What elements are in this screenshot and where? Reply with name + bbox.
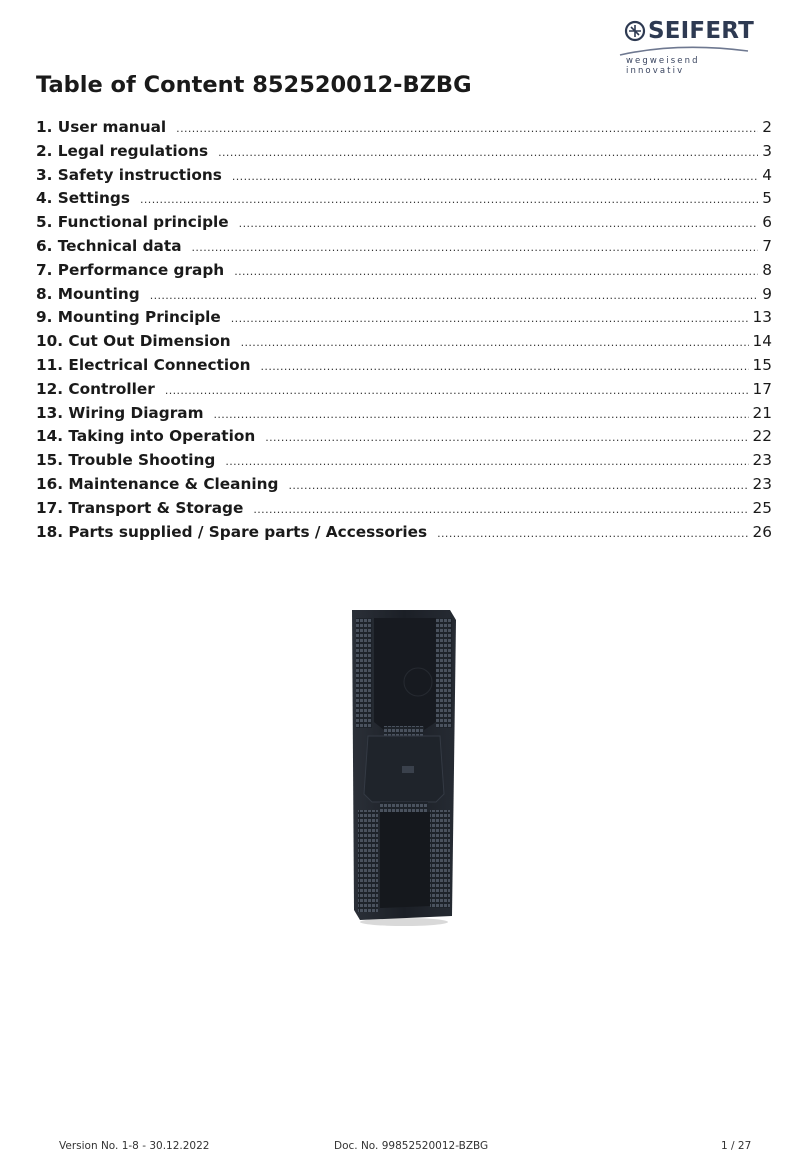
toc-entry-label: 2. Legal regulations <box>36 141 209 160</box>
toc-entry-page: 21 <box>752 403 772 422</box>
toc-leader-dots <box>261 360 749 373</box>
toc-entry-label: 3. Safety instructions <box>36 165 222 184</box>
toc-entry-page: 17 <box>752 379 772 398</box>
toc-leader-dots <box>241 336 749 349</box>
toc-leader-dots <box>176 122 758 135</box>
toc-leader-dots <box>165 384 749 397</box>
toc-entry-link[interactable] <box>36 285 772 309</box>
toc-leader-dots <box>150 289 759 302</box>
footer-version: Version No. 1-8 - 30.12.2022 <box>59 1140 210 1152</box>
toc-entry-label: 15. Trouble Shooting <box>36 451 216 470</box>
toc-entry-link[interactable] <box>36 499 772 523</box>
toc-entry-label: 9. Mounting Principle <box>36 308 221 327</box>
toc-entry-link[interactable] <box>36 332 772 356</box>
toc-entry-label: 16. Maintenance & Cleaning <box>36 474 279 493</box>
toc-entry-link[interactable] <box>36 118 772 142</box>
toc-leader-dots <box>288 479 748 492</box>
toc-entry <box>36 523 772 547</box>
toc-entry-link[interactable] <box>36 523 772 547</box>
toc-entry-link[interactable] <box>36 308 772 332</box>
toc-entry <box>36 380 772 404</box>
toc-entry <box>36 213 772 237</box>
toc-entry-page: 3 <box>762 141 772 160</box>
toc-leader-dots <box>437 527 748 540</box>
toc-entry-page: 25 <box>752 498 772 517</box>
toc-entry-label: 5. Functional principle <box>36 213 229 232</box>
toc-entry <box>36 451 772 475</box>
toc-leader-dots <box>232 170 758 183</box>
toc-leader-dots <box>214 408 749 421</box>
toc-entry-label: 11. Electrical Connection <box>36 355 251 374</box>
toc-entry <box>36 285 772 309</box>
toc-entry <box>36 356 772 380</box>
toc-leader-dots <box>225 455 748 468</box>
toc-entry <box>36 261 772 285</box>
toc-entry-page: 23 <box>752 474 772 493</box>
toc-entry-link[interactable] <box>36 404 772 428</box>
toc-entry-page: 22 <box>752 427 772 446</box>
toc-entry <box>36 118 772 142</box>
toc-entry <box>36 308 772 332</box>
table-of-contents <box>36 118 772 546</box>
toc-entry-label: 18. Parts supplied / Spare parts / Accessories <box>36 522 428 541</box>
toc-entry-label: 10. Cut Out Dimension <box>36 332 231 351</box>
toc-entry-page: 23 <box>752 451 772 470</box>
toc-entry-page: 26 <box>752 522 772 541</box>
toc-leader-dots <box>218 146 758 159</box>
toc-entry <box>36 189 772 213</box>
footer-doc-number: Doc. No. 99852520012-BZBG <box>334 1140 489 1152</box>
toc-entry-link[interactable] <box>36 166 772 190</box>
toc-entry-link[interactable] <box>36 213 772 237</box>
footer-page-number: 1 / 27 <box>721 1140 752 1152</box>
toc-entry-page: 7 <box>762 236 772 255</box>
logo-brand: SEIFERT <box>648 18 755 44</box>
page-title: Table of Content 852520012-BZBG <box>36 72 472 98</box>
toc-entry-label: 6. Technical data <box>36 236 182 255</box>
logo-tagline: wegweisend innovativ <box>626 56 700 76</box>
toc-entry-page: 8 <box>762 260 772 279</box>
toc-entry <box>36 142 772 166</box>
toc-entry-label: 17. Transport & Storage <box>36 498 244 517</box>
toc-entry <box>36 427 772 451</box>
toc-entry-label: 4. Settings <box>36 189 130 208</box>
toc-entry-link[interactable] <box>36 475 772 499</box>
toc-entry-page: 5 <box>762 189 772 208</box>
toc-entry <box>36 166 772 190</box>
toc-entry-link[interactable] <box>36 427 772 451</box>
toc-entry-link[interactable] <box>36 261 772 285</box>
toc-entry <box>36 499 772 523</box>
toc-entry-link[interactable] <box>36 451 772 475</box>
toc-leader-dots <box>192 241 759 254</box>
toc-entry-link[interactable] <box>36 380 772 404</box>
toc-entry-page: 9 <box>762 284 772 303</box>
toc-entry-label: 8. Mounting <box>36 284 140 303</box>
toc-entry-page: 13 <box>752 308 772 327</box>
toc-entry <box>36 332 772 356</box>
toc-entry <box>36 475 772 499</box>
toc-entry-label: 14. Taking into Operation <box>36 427 256 446</box>
toc-entry-page: 14 <box>752 332 772 351</box>
toc-entry <box>36 404 772 428</box>
toc-leader-dots <box>239 217 759 230</box>
toc-entry-label: 13. Wiring Diagram <box>36 403 204 422</box>
toc-entry-page: 15 <box>752 355 772 374</box>
product-cooling-unit-image <box>340 604 464 928</box>
toc-entry-link[interactable] <box>36 189 772 213</box>
toc-entry-label: 12. Controller <box>36 379 155 398</box>
toc-leader-dots <box>253 503 748 516</box>
toc-entry <box>36 237 772 261</box>
toc-entry-page: 6 <box>762 213 772 232</box>
toc-leader-dots <box>231 312 749 325</box>
toc-entry-link[interactable] <box>36 237 772 261</box>
toc-entry-link[interactable] <box>36 356 772 380</box>
toc-leader-dots <box>265 431 748 444</box>
toc-entry-label: 7. Performance graph <box>36 260 225 279</box>
toc-entry-label: 1. User manual <box>36 118 167 136</box>
toc-entry-link[interactable] <box>36 142 772 166</box>
toc-leader-dots <box>140 193 758 206</box>
seifert-emblem-icon <box>624 20 646 42</box>
seifert-logo <box>618 14 755 76</box>
toc-leader-dots <box>234 265 758 278</box>
toc-entry-page: 2 <box>762 118 772 136</box>
toc-entry-page: 4 <box>762 165 772 184</box>
